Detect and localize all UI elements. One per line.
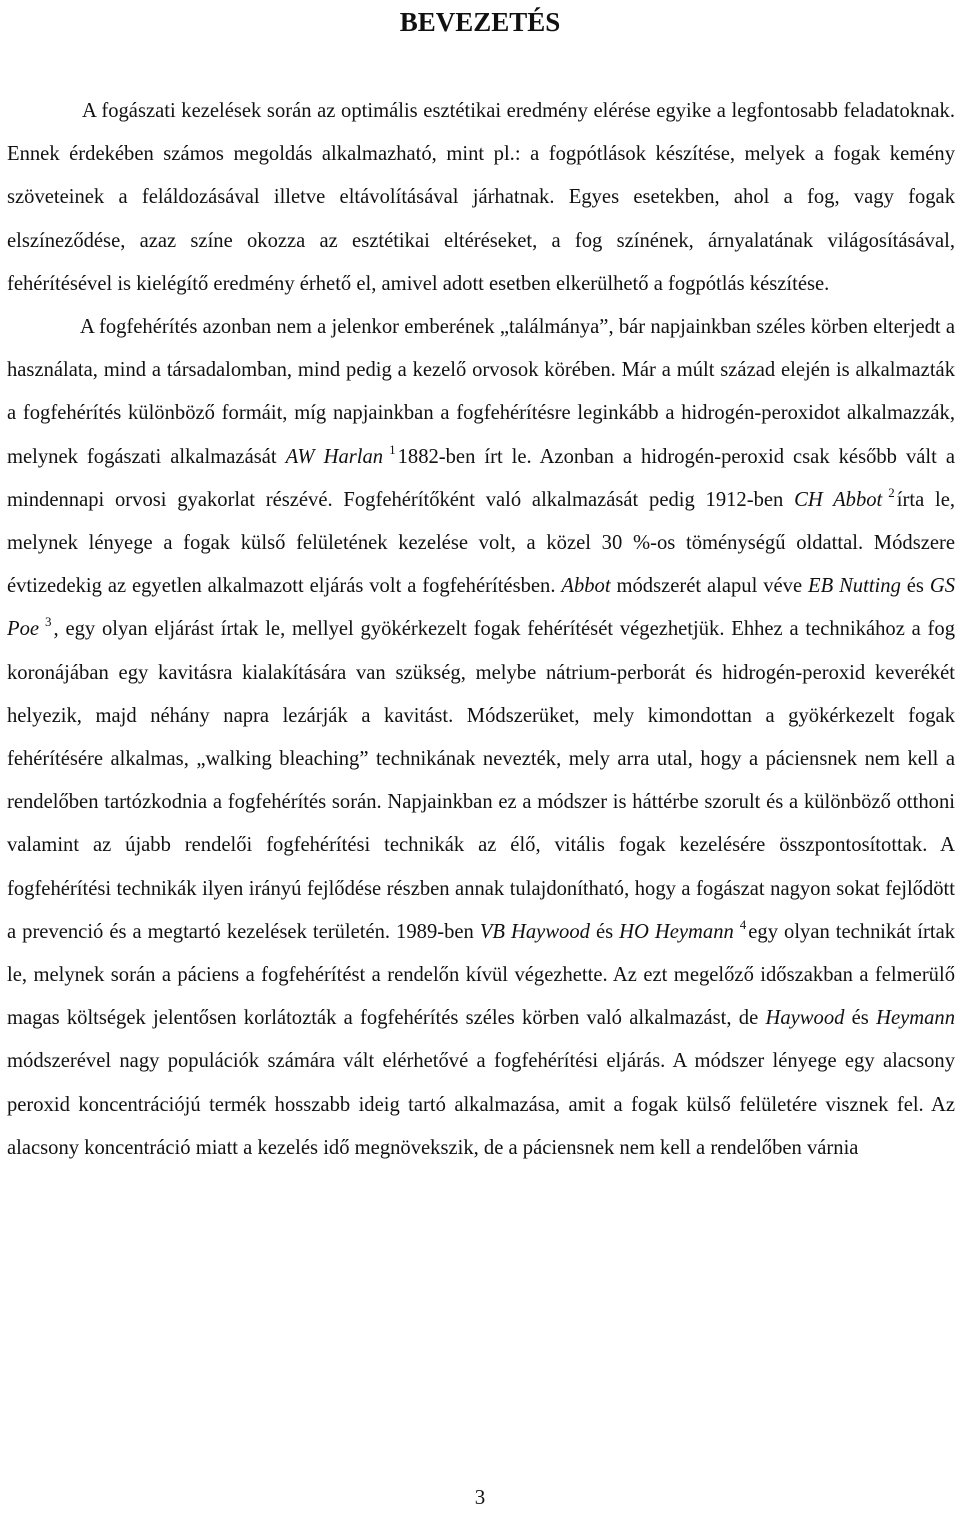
paragraph [7, 306, 955, 1170]
footnote-ref: 1 [389, 441, 396, 457]
author-name: Abbot [561, 575, 611, 598]
text-run: A fogászati kezelések során az optimális esztétikai eredmény elérése egyike a legfontosabb feladatoknak. Ennek érdekében számos megoldás alkalmazható, mint pl.: a fogpótlások készítése, melyek a fogak kemény szöveteinek a feláldozásával illetve eltávolításával járhatnak. Egyes esetekben, ahol a fog, vagy fogak elszíneződése, azaz színe okozza az esztétikai eltéréseket, a fog színének, árnyalatának világosításával, fehérítésével is kielégítő eredmény érhető el, amivel adott esetben elkerülhető a fogpótlás készítése. [7, 100, 955, 295]
text-run: írta le, melynek lényege a fogak külső felületének kezelése volt, a közel 30 %-os töménységű oldattal. Módszere évtizedekig az egyetlen alkalmazott eljárás volt a fogfehérítésben. [7, 488, 956, 598]
footnote-ref: 2 [888, 484, 895, 500]
author-name: HO Heymann [619, 920, 734, 943]
author-name: Heymann [876, 1007, 955, 1030]
text-run: A fogfehérítés azonban nem a jelenkor emberének „találmánya”, bár napjainkban széles körben elterjedt a használata, mind a társadalomban, mind pedig a kezelő orvosok körében. Már a múlt század elején is alkalmazták a fogfehérítés különböző formáit, míg napjainkban a fogfehérítésre leginkább a hidrogén-peroxidot alkalmazzák, melynek fogászati alkalmazását [7, 316, 955, 468]
text-run: és [844, 1007, 877, 1030]
text-run: 1882-ben írt le. Azonban a hidrogén-peroxid csak később vált a mindennapi orvosi gyakorlat részévé. Fogfehérítőként való alkalmazását pedig 1912-ben [7, 445, 956, 511]
text-run: és [589, 920, 620, 943]
author-name: CH Abbot [794, 488, 883, 511]
page-title: BEVEZETÉS [399, 7, 561, 37]
author-name: AW Harlan [285, 445, 384, 468]
body-text [7, 90, 955, 1170]
page-number: 3 [474, 1485, 486, 1509]
footnote-ref: 3 [45, 614, 52, 630]
text-run: és [900, 575, 930, 598]
author-name: EB Nutting [808, 575, 901, 598]
text-run: egy olyan technikát írtak le, melynek során a páciens a fogfehérítést a rendelőn kívül végezhette. Az ezt megelőző időszakban a felmerülő magas költségek jelentősen korlátozták a fogfehérítés széles körben való alkalmazást, de [7, 920, 956, 1030]
author-name: Haywood [765, 1007, 845, 1030]
text-run: módszerét alapul véve [610, 575, 809, 598]
text-run: módszerével nagy populációk számára vált elérhetővé a fogfehérítési eljárás. A módszer lényege egy alacsony peroxid koncentrációjú termék hosszabb ideig tartó alkalmazása, amit a fogak külső felületére visznek fel. Az alacsony koncentráció miatt a kezelés idő megnövekszik, de a páciensnek nem kell a rendelőben várnia [7, 1050, 955, 1159]
author-name: VB Haywood [479, 920, 590, 943]
text-run: , egy olyan eljárást írtak le, mellyel gyökérkezelt fogak fehérítését végezhetjük. Ehhez a technikához a fog koronájában egy kavitásra kialakítására van szükség, melybe nátrium-perborát és hidrogén-peroxid keverékét helyezik, majd néhány napra lezárják a kavitást. Módszerüket, mely kimondottan a gyökérkezelt fogak fehérítésére alkalmas, „walking bleaching” technikának nevezték, mely arra utal, hogy a páciensnek nem kell a rendelőben tartózkodnia a fogfehérítés során. Napjainkban ez a módszer is háttérbe szorult és a különböző otthoni valamint az újabb rendelői fogfehérítési technikák az élő, vitális fogak kezelésére összpontosítottak. A fogfehérítési technikák ilyen irányú fejlődése részben annak tulajdonítható, hogy a fogászat nagyon sokat fejlődött a prevenció és a megtartó kezelések területén. 1989-ben [7, 618, 955, 943]
paragraph [7, 90, 955, 306]
author-name: GS Poe [7, 575, 956, 641]
footnote-ref: 4 [739, 916, 747, 932]
